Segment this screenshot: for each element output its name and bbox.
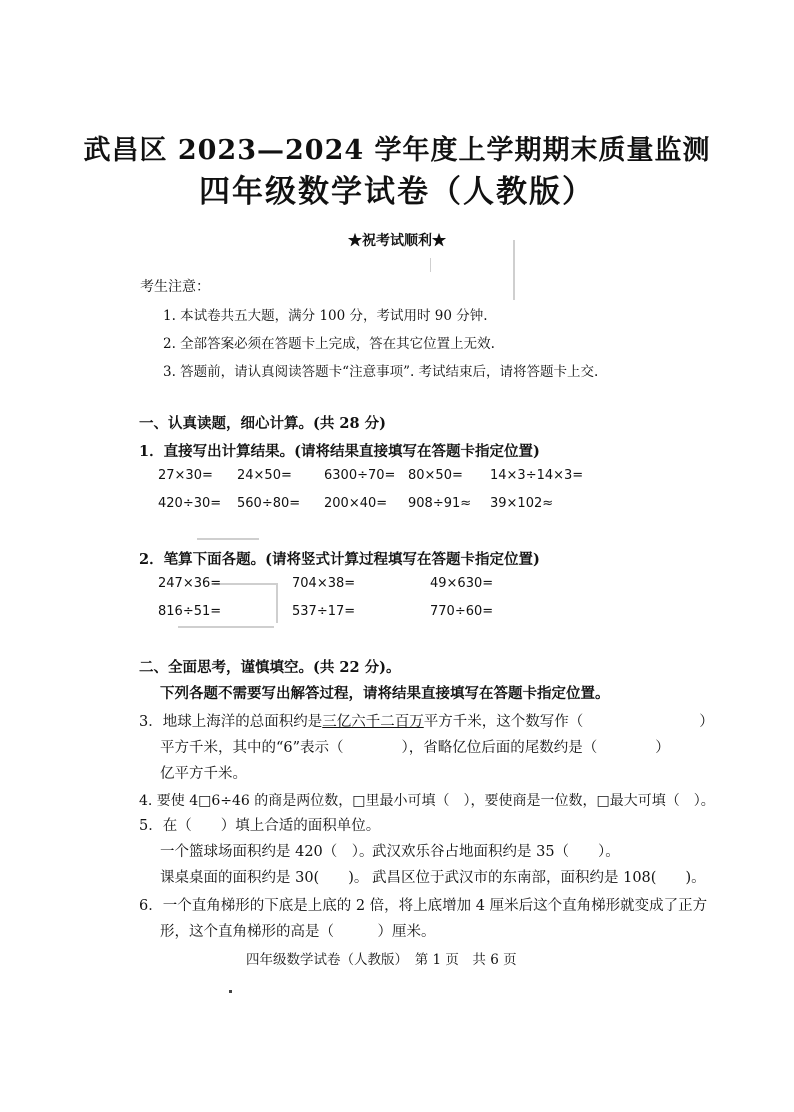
section1-heading: 一、认真读题，细心计算。(共 28 分) bbox=[139, 415, 386, 432]
question-5a: 一个篮球场面积约是 420（ ）。 bbox=[160, 844, 374, 860]
question-1: 1．直接写出计算结果。(请将结果直接填写在答题卡指定位置) bbox=[139, 443, 540, 460]
calc-item: 816÷51= bbox=[158, 604, 222, 619]
calc-item: 704×38= bbox=[292, 576, 356, 591]
question-5: 5．在（ ）填上合适的面积单位。 bbox=[139, 818, 381, 834]
scan-mark bbox=[276, 583, 278, 623]
question-6-line-2: 形，这个直角梯形的高是（ ）厘米。 bbox=[160, 924, 436, 940]
question-3-line-3: 亿平方千米。 bbox=[160, 766, 247, 782]
q3-underlined-number: 三亿六千二百万 bbox=[322, 714, 424, 730]
question-5c: 课桌桌面的面积约是 30( )。 bbox=[160, 870, 369, 886]
section2-instruction: 下列各题不需要写出解答过程，请将结果直接填写在答题卡指定位置。 bbox=[160, 685, 610, 702]
question-3-line-2: 平方千米，其中的“6”表示（ ），省略亿位后面的尾数约是（ ） bbox=[160, 740, 670, 756]
scan-mark bbox=[197, 538, 259, 540]
calc-item: 24×50= bbox=[237, 468, 292, 483]
calc-item: 908÷91≈ bbox=[408, 496, 472, 511]
notice-item-3: 3. 答题前，请认真阅读答题卡“注意事项”. 考试结束后，请将答题卡上交. bbox=[163, 364, 599, 380]
notice-heading: 考生注意： bbox=[140, 279, 210, 295]
exam-title: 武昌区 2023—2024 学年度上学期期末质量监测 bbox=[83, 135, 711, 166]
calc-item: 14×3÷14×3= bbox=[490, 468, 584, 483]
question-3-line-1 bbox=[139, 710, 714, 731]
calc-item: 80×50= bbox=[408, 468, 463, 483]
question-6-line-1: 6．一个直角梯形的下底是上底的 2 倍，将上底增加 4 厘米后这个直角梯形就变成了正方 bbox=[139, 898, 708, 914]
exam-subtitle: 四年级数学试卷（人教版） bbox=[199, 174, 595, 210]
question-2: 2．笔算下面各题。(请将竖式计算过程填写在答题卡指定位置) bbox=[139, 551, 540, 568]
calc-item: 537÷17= bbox=[292, 604, 356, 619]
question-5d: 武昌区位于武汉市的东南部，面积约是 108( )。 bbox=[372, 870, 706, 886]
scan-mark bbox=[178, 626, 274, 628]
calc-item: 770÷60= bbox=[430, 604, 494, 619]
calc-item: 49×630= bbox=[430, 576, 494, 591]
calc-item: 27×30= bbox=[158, 468, 213, 483]
q3-text-pre: 3．地球上海洋的总面积约是 bbox=[139, 714, 323, 730]
scan-mark bbox=[229, 990, 232, 993]
calc-item: 420÷30= bbox=[158, 496, 222, 511]
calc-item: 200×40= bbox=[324, 496, 388, 511]
calc-item: 560÷80= bbox=[237, 496, 301, 511]
q3-text-post: 平方千米，这个数写作（ ） bbox=[423, 714, 714, 730]
question-5b: 武汉欢乐谷占地面积约是 35（ ）。 bbox=[372, 844, 620, 860]
question-4: 4. 要使 4□6÷46 的商是两位数，□里最小可填（ ），要使商是一位数，□最大可填（ ）。 bbox=[139, 793, 715, 809]
section2-heading: 二、全面思考，谨慎填空。(共 22 分)。 bbox=[139, 659, 401, 676]
scan-mark bbox=[430, 258, 431, 272]
calc-item: 6300÷70= bbox=[324, 468, 396, 483]
calc-item: 247×36= bbox=[158, 576, 222, 591]
good-luck-banner: ★祝考试顺利★ bbox=[348, 233, 446, 249]
calc-item: 39×102≈ bbox=[490, 496, 554, 511]
page-footer: 四年级数学试卷（人教版） 第 1 页 共 6 页 bbox=[246, 952, 517, 968]
notice-item-1: 1. 本试卷共五大题，满分 100 分，考试用时 90 分钟. bbox=[163, 308, 488, 324]
notice-item-2: 2. 全部答案必须在答题卡上完成，答在其它位置上无效. bbox=[163, 336, 495, 352]
scan-mark bbox=[214, 583, 276, 585]
